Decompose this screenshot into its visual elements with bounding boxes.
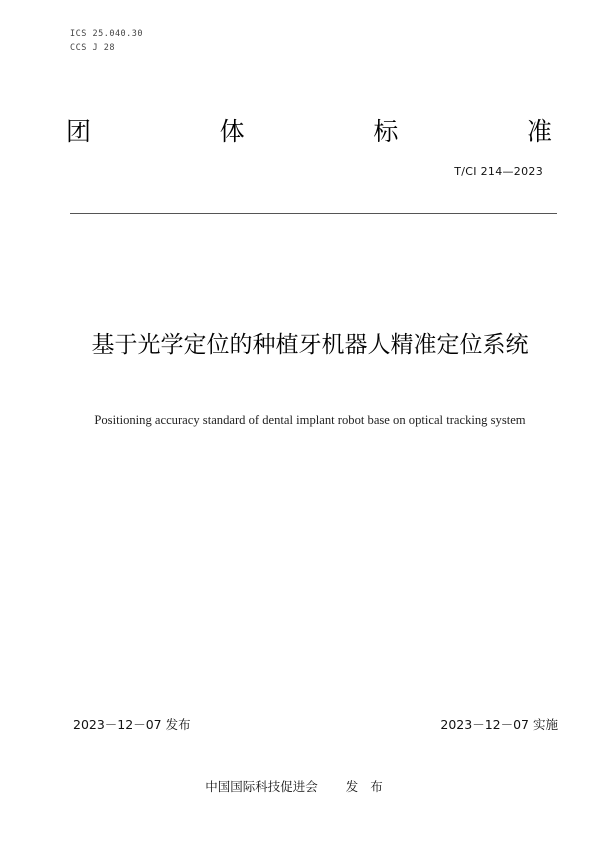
standard-type-char: 标 [373, 117, 399, 146]
publish-date: 2023－12－07 发布 [73, 717, 191, 732]
standard-type-heading [66, 112, 552, 148]
implementation-date: 2023－12－07 实施 [440, 717, 558, 732]
standard-type-char: 团 [66, 117, 92, 146]
issuer-line [0, 777, 600, 795]
ccs-code: CCS J 28 [70, 43, 115, 53]
standard-type-char: 准 [526, 117, 552, 146]
issuer-organization: 中国国际科技促进会 [205, 779, 318, 794]
title-english: Positioning accuracy standard of dental implant robot base on optical tracking system [94, 413, 526, 427]
ics-code: ICS 25.040.30 [70, 29, 144, 39]
title-chinese: 基于光学定位的种植牙机器人精准定位系统 [91, 332, 529, 358]
issuer-action: 发布 [345, 779, 395, 794]
header-divider [70, 213, 557, 214]
standard-number: T/CI 214—2023 [454, 165, 543, 178]
standard-type-char: 体 [219, 117, 245, 146]
